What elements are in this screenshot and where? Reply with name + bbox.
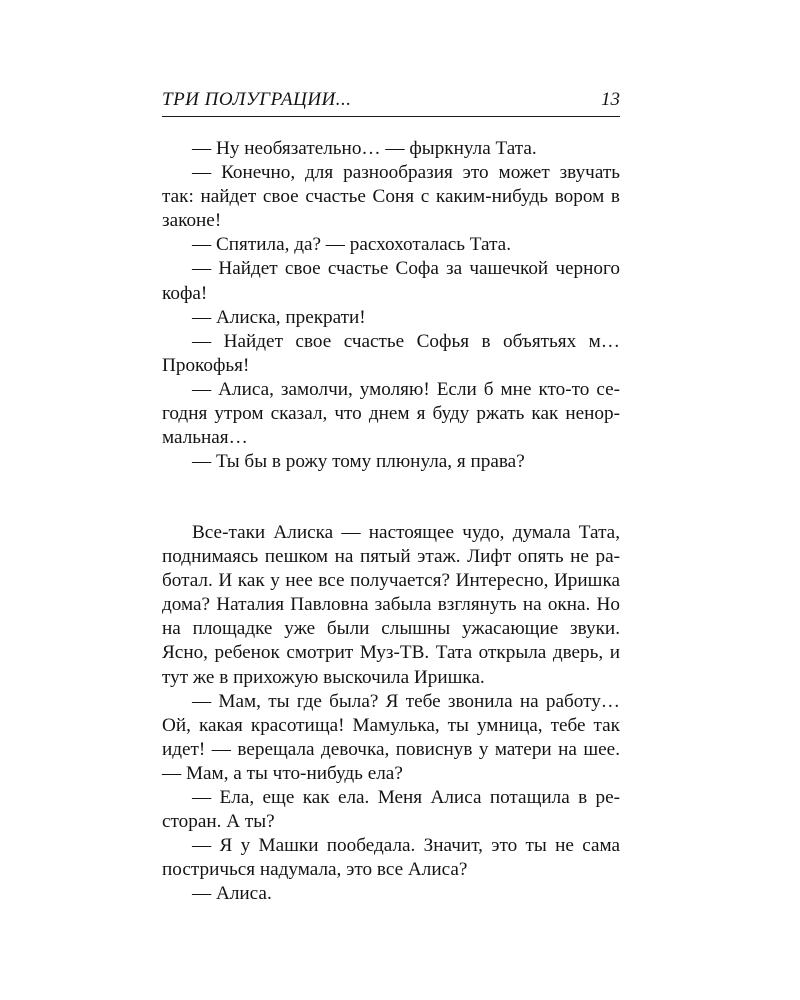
paragraph: — Алиса.	[192, 883, 272, 905]
paragraph: — Найдет свое счастье Софья в объятьях м… Прокофья!	[162, 330, 620, 376]
paragraph: — Алиска, прекрати!	[192, 306, 366, 328]
paragraph: — Ну необязательно… — фыркнула Тата.	[192, 138, 537, 159]
paragraph: Все-таки Алиска — настоящее чудо, думала Тата, поднимаясь пешком на пятый этаж. Лифт опять не работал. И как у нее все получается? Интересно, Иришка дома? Наталия Павловна забыла взглянуть на окна. Но на площадке уже были слышны ужасающие звуки. Ясно, ребенок смотрит Муз-ТВ. Тата открыла дверь, и тут же в прихожую выскочила Иришка.	[162, 522, 620, 688]
narrative-section	[162, 521, 620, 907]
paragraph: — Спятила, да? — расхохоталась Тата.	[192, 234, 511, 256]
paragraph: — Алиса, замолчи, умоляю! Если б мне кто-то сегодня утром сказал, что днем я буду ржать как ненормальная…	[162, 378, 620, 449]
running-title: ТРИ ПОЛУГРАЦИИ...	[162, 89, 352, 110]
paragraph: — Ты бы в рожу тому плюнула, я права?	[192, 451, 525, 473]
running-header	[162, 86, 620, 117]
dialogue-section	[162, 137, 620, 474]
paragraph: — Конечно, для разнообразия это может звучать так: найдет свое счастье Соня с каким-нибудь вором в законе!	[162, 162, 620, 232]
paragraph: — Ела, еще как ела. Меня Алиса потащила в ресторан. А ты?	[162, 787, 620, 833]
paragraph: — Мам, ты где была? Я тебе звонила на работу… Ой, какая красотища! Мамулька, ты умница, тебе так идет! — верещала девочка, повиснув у матери на шее. — Мам, а ты что-нибудь ела?	[162, 690, 620, 784]
paragraph: — Найдет свое счастье Софа за чашечкой черного кофа!	[162, 258, 620, 304]
page-number: 13	[601, 89, 620, 110]
paragraph: — Я у Машки пообедала. Значит, это ты не сама постричься надумала, это все Алиса?	[162, 835, 620, 881]
